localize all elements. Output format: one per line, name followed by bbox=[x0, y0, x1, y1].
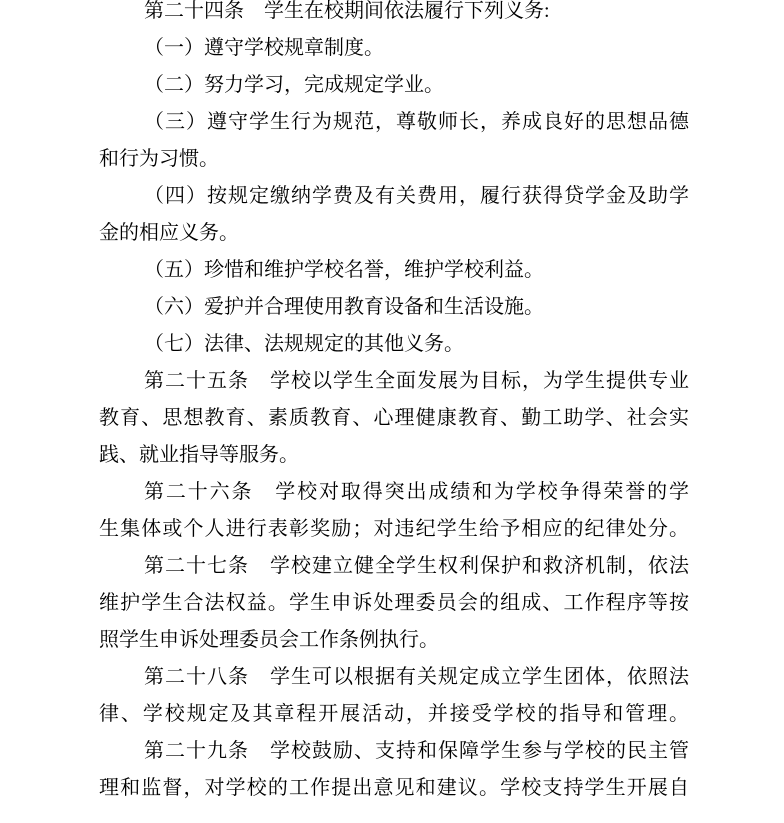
text-line: （七）法律、法规规定的其他义务。 bbox=[144, 333, 464, 355]
text-line: 金的相应义务。 bbox=[99, 222, 239, 244]
text-line: 第二十九条 学校鼓励、支持和保障学生参与学校的民主管 bbox=[144, 740, 689, 762]
text-line: 生集体或个人进行表彰奖励；对违纪学生给予相应的纪律处分。 bbox=[99, 518, 689, 540]
text-line: 践、就业指导等服务。 bbox=[99, 444, 299, 466]
text-line: （一）遵守学校规章制度。 bbox=[144, 37, 384, 59]
text-line: （二）努力学习，完成规定学业。 bbox=[144, 74, 444, 96]
text-line: （三）遵守学生行为规范，尊敬师长，养成良好的思想品德 bbox=[144, 111, 689, 133]
text-line: （六）爱护并合理使用教育设备和生活设施。 bbox=[144, 296, 544, 318]
text-line: 律、学校规定及其章程开展活动，并接受学校的指导和管理。 bbox=[99, 703, 689, 725]
text-line: 和行为习惯。 bbox=[99, 148, 219, 170]
text-line: 第二十八条 学生可以根据有关规定成立学生团体，依照法 bbox=[144, 666, 689, 688]
text-line: 维护学生合法权益。学生申诉处理委员会的组成、工作程序等按 bbox=[99, 592, 689, 614]
text-line: 第二十七条 学校建立健全学生权利保护和救济机制，依法 bbox=[144, 555, 689, 577]
document-text-block bbox=[99, 0, 689, 807]
text-line: 理和监督，对学校的工作提出意见和建议。学校支持学生开展自 bbox=[99, 777, 689, 799]
text-line: 第二十四条 学生在校期间依法履行下列义务: bbox=[144, 0, 550, 22]
text-line: 照学生申诉处理委员会工作条例执行。 bbox=[99, 629, 439, 651]
text-line: （五）珍惜和维护学校名誉，维护学校利益。 bbox=[144, 259, 544, 281]
text-line: （四）按规定缴纳学费及有关费用，履行获得贷学金及助学 bbox=[144, 185, 689, 207]
text-line: 第二十五条 学校以学生全面发展为目标，为学生提供专业 bbox=[144, 370, 689, 392]
text-line: 第二十六条 学校对取得突出成绩和为学校争得荣誉的学 bbox=[144, 481, 689, 503]
text-line: 教育、思想教育、素质教育、心理健康教育、勤工助学、社会实 bbox=[99, 407, 689, 429]
